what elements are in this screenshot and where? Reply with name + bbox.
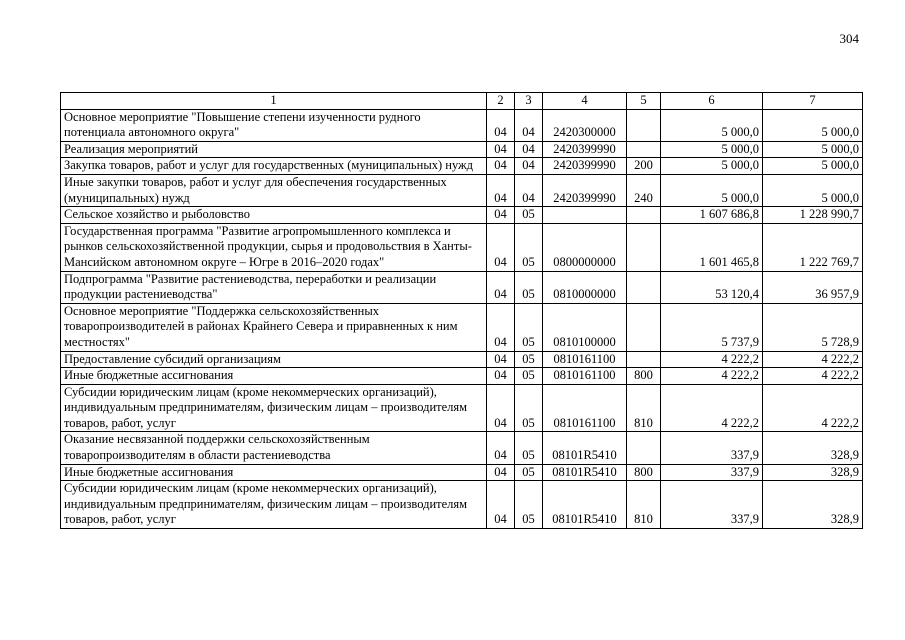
table-row: [61, 368, 863, 385]
section-code-cell: 04: [487, 158, 515, 175]
row-name-cell: Основное мероприятие "Поддержка сельскохозяйственных товаропроизводителей в районах Крайнего Севера и приравненных к ним местностях": [61, 303, 487, 351]
amount-col7-cell: 4 222,2: [763, 351, 863, 368]
expense-type-cell: 800: [627, 464, 661, 481]
amount-col6-cell: 337,9: [661, 432, 763, 464]
table-row: [61, 464, 863, 481]
section-code-cell: 04: [487, 368, 515, 385]
table-row: [61, 481, 863, 529]
table-row: [61, 303, 863, 351]
section-code-cell: 04: [487, 303, 515, 351]
section-code-cell: 04: [487, 207, 515, 224]
target-article-cell: 08101R5410: [543, 464, 627, 481]
table-row: [61, 207, 863, 224]
amount-col7-cell: 4 222,2: [763, 368, 863, 385]
expense-type-cell: [627, 432, 661, 464]
header-cell: 5: [627, 93, 661, 110]
amount-col6-cell: 337,9: [661, 464, 763, 481]
section-code-cell: 04: [487, 432, 515, 464]
amount-col7-cell: 328,9: [763, 464, 863, 481]
header-cell: 2: [487, 93, 515, 110]
expense-type-cell: [627, 207, 661, 224]
amount-col6-cell: 5 000,0: [661, 141, 763, 158]
subsection-code-cell: 05: [515, 271, 543, 303]
section-code-cell: 04: [487, 223, 515, 271]
expense-type-cell: 810: [627, 481, 661, 529]
section-code-cell: 04: [487, 174, 515, 206]
row-name-cell: Закупка товаров, работ и услуг для государственных (муниципальных) нужд: [61, 158, 487, 175]
target-article-cell: 0810161100: [543, 368, 627, 385]
row-name-cell: Предоставление субсидий организациям: [61, 351, 487, 368]
header-cell: 1: [61, 93, 487, 110]
row-name-cell: Иные бюджетные ассигнования: [61, 368, 487, 385]
subsection-code-cell: 05: [515, 303, 543, 351]
section-code-cell: 04: [487, 384, 515, 432]
header-cell: 6: [661, 93, 763, 110]
table-row: [61, 158, 863, 175]
row-name-cell: Сельское хозяйство и рыболовство: [61, 207, 487, 224]
row-name-cell: Субсидии юридическим лицам (кроме некоммерческих организаций), индивидуальным предпринимателям, физическим лицам – производителям товаров, работ, услуг: [61, 384, 487, 432]
amount-col6-cell: 1 601 465,8: [661, 223, 763, 271]
page-number: 304: [839, 31, 859, 46]
subsection-code-cell: 05: [515, 481, 543, 529]
amount-col6-cell: 4 222,2: [661, 384, 763, 432]
table-row: [61, 432, 863, 464]
amount-col7-cell: 5 000,0: [763, 158, 863, 175]
expense-type-cell: [627, 223, 661, 271]
expense-type-cell: [627, 351, 661, 368]
section-code-cell: 04: [487, 464, 515, 481]
amount-col6-cell: 1 607 686,8: [661, 207, 763, 224]
expense-type-cell: 240: [627, 174, 661, 206]
amount-col7-cell: 5 000,0: [763, 141, 863, 158]
expense-type-cell: 200: [627, 158, 661, 175]
table-row: [61, 141, 863, 158]
header-cell: 4: [543, 93, 627, 110]
table-row: [61, 109, 863, 141]
expense-type-cell: 800: [627, 368, 661, 385]
amount-col7-cell: 1 222 769,7: [763, 223, 863, 271]
amount-col6-cell: 4 222,2: [661, 351, 763, 368]
target-article-cell: 0810161100: [543, 384, 627, 432]
target-article-cell: 08101R5410: [543, 432, 627, 464]
target-article-cell: 2420399990: [543, 158, 627, 175]
row-name-cell: Основное мероприятие "Повышение степени изученности рудного потенциала автономного округа": [61, 109, 487, 141]
amount-col6-cell: 337,9: [661, 481, 763, 529]
table-row: [61, 271, 863, 303]
section-code-cell: 04: [487, 109, 515, 141]
section-code-cell: 04: [487, 271, 515, 303]
subsection-code-cell: 05: [515, 432, 543, 464]
subsection-code-cell: 05: [515, 368, 543, 385]
subsection-code-cell: 04: [515, 141, 543, 158]
row-name-cell: Реализация мероприятий: [61, 141, 487, 158]
amount-col7-cell: 4 222,2: [763, 384, 863, 432]
expense-type-cell: [627, 109, 661, 141]
amount-col6-cell: 4 222,2: [661, 368, 763, 385]
budget-table: [60, 92, 863, 529]
row-name-cell: Иные бюджетные ассигнования: [61, 464, 487, 481]
subsection-code-cell: 05: [515, 464, 543, 481]
amount-col7-cell: 5 000,0: [763, 174, 863, 206]
expense-type-cell: 810: [627, 384, 661, 432]
header-row: [61, 93, 863, 110]
row-name-cell: Оказание несвязанной поддержки сельскохозяйственным товаропроизводителям в области растениеводства: [61, 432, 487, 464]
row-name-cell: Иные закупки товаров, работ и услуг для обеспечения государственных (муниципальных) нужд: [61, 174, 487, 206]
amount-col6-cell: 5 737,9: [661, 303, 763, 351]
subsection-code-cell: 05: [515, 207, 543, 224]
expense-type-cell: [627, 271, 661, 303]
target-article-cell: 0810000000: [543, 271, 627, 303]
subsection-code-cell: 04: [515, 158, 543, 175]
table-row: [61, 351, 863, 368]
section-code-cell: 04: [487, 351, 515, 368]
table-row: [61, 223, 863, 271]
amount-col7-cell: 36 957,9: [763, 271, 863, 303]
amount-col6-cell: 53 120,4: [661, 271, 763, 303]
expense-type-cell: [627, 141, 661, 158]
target-article-cell: [543, 207, 627, 224]
table-row: [61, 174, 863, 206]
row-name-cell: Государственная программа "Развитие агропромышленного комплекса и рынков сельскохозяйственной продукции, сырья и продовольствия в Ханты-Мансийском автономном округе – Югре в 2016–2020 годах": [61, 223, 487, 271]
amount-col7-cell: 5 000,0: [763, 109, 863, 141]
amount-col7-cell: 328,9: [763, 481, 863, 529]
target-article-cell: 0800000000: [543, 223, 627, 271]
expense-type-cell: [627, 303, 661, 351]
section-code-cell: 04: [487, 141, 515, 158]
header-cell: 3: [515, 93, 543, 110]
amount-col6-cell: 5 000,0: [661, 158, 763, 175]
amount-col6-cell: 5 000,0: [661, 109, 763, 141]
subsection-code-cell: 05: [515, 384, 543, 432]
target-article-cell: 0810100000: [543, 303, 627, 351]
target-article-cell: 08101R5410: [543, 481, 627, 529]
amount-col7-cell: 328,9: [763, 432, 863, 464]
subsection-code-cell: 05: [515, 351, 543, 368]
row-name-cell: Субсидии юридическим лицам (кроме некоммерческих организаций), индивидуальным предпринимателям, физическим лицам – производителям товаров, работ, услуг: [61, 481, 487, 529]
target-article-cell: 2420300000: [543, 109, 627, 141]
table-row: [61, 384, 863, 432]
target-article-cell: 2420399990: [543, 141, 627, 158]
target-article-cell: 2420399990: [543, 174, 627, 206]
subsection-code-cell: 04: [515, 109, 543, 141]
subsection-code-cell: 04: [515, 174, 543, 206]
target-article-cell: 0810161100: [543, 351, 627, 368]
amount-col6-cell: 5 000,0: [661, 174, 763, 206]
subsection-code-cell: 05: [515, 223, 543, 271]
row-name-cell: Подпрограмма "Развитие растениеводства, переработки и реализации продукции растениеводства": [61, 271, 487, 303]
table-body: [61, 93, 863, 529]
section-code-cell: 04: [487, 481, 515, 529]
amount-col7-cell: 1 228 990,7: [763, 207, 863, 224]
header-cell: 7: [763, 93, 863, 110]
amount-col7-cell: 5 728,9: [763, 303, 863, 351]
